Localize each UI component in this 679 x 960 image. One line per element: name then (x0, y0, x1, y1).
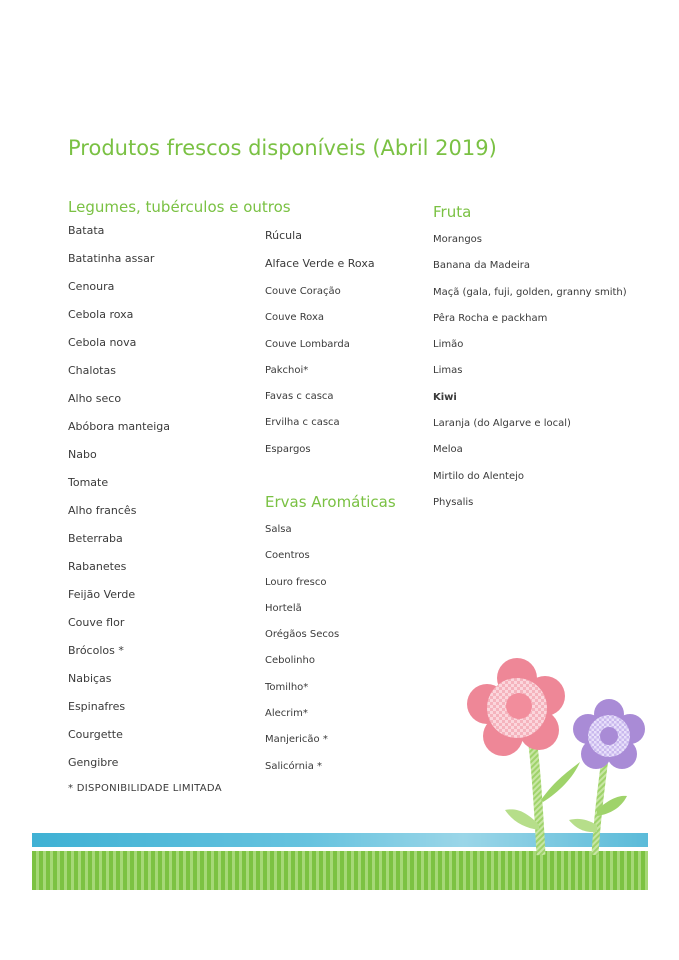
list-item: Nabo (68, 448, 97, 461)
list-item: Couve Roxa (265, 312, 325, 324)
legumes-continued-list (265, 229, 375, 469)
list-item: Abóbora manteiga (68, 420, 170, 433)
list-item: Ervilha c casca (265, 417, 340, 429)
list-item: Pêra Rocha e packham (433, 312, 548, 324)
list-item: Nabiças (68, 672, 112, 685)
fruta-list (433, 233, 627, 522)
list-item: Laranja (do Algarve e local) (433, 418, 571, 430)
fruta-heading: Fruta (433, 203, 472, 221)
list-item: Maçã (gala, fuji, golden, granny smith) (433, 286, 627, 298)
list-item: Mirtilo do Alentejo (433, 470, 525, 482)
list-item: Banana da Madeira (433, 260, 531, 272)
list-item: Gengibre (68, 756, 119, 769)
list-item: Cenoura (68, 280, 115, 293)
limited-availability-note: * DISPONIBILIDADE LIMITADA (68, 783, 222, 794)
list-item: Meloa (433, 444, 463, 456)
list-item: Limão (433, 339, 464, 351)
list-item: Couve Coração (265, 286, 341, 297)
flowers-icon (455, 650, 655, 860)
list-item: Couve Lombarda (265, 338, 350, 350)
list-item: Batata (68, 224, 105, 237)
list-item: Espinafres (68, 700, 126, 713)
list-item: Espargos (265, 443, 311, 455)
list-item: Cebola roxa (68, 308, 134, 321)
list-item: Louro fresco (265, 576, 327, 588)
list-item: Orégãos Secos (265, 629, 340, 641)
list-item: Tomate (68, 476, 109, 489)
list-item: Couve flor (68, 616, 125, 629)
legumes-list (68, 223, 170, 783)
legumes-heading: Legumes, tubérculos e outros (68, 198, 291, 216)
list-item: Batatinha assar (68, 252, 155, 265)
list-item: Salicórnia * (265, 760, 323, 772)
list-item: Courgette (68, 728, 123, 741)
list-item: Brócolos * (68, 644, 124, 657)
list-item: Beterraba (68, 532, 123, 545)
list-item: Kiwi (433, 391, 457, 403)
list-item: Pakchoi* (265, 364, 309, 376)
list-item: Chalotas (68, 364, 116, 377)
list-item: Coentros (265, 550, 310, 562)
list-item: Alho seco (68, 392, 122, 405)
list-item: Favas c casca (265, 391, 334, 403)
list-item: Rúcula (265, 229, 302, 242)
list-item: Alecrim* (265, 708, 308, 720)
list-item: Morangos (433, 234, 482, 245)
ervas-list (265, 523, 339, 786)
list-item: Salsa (265, 524, 292, 535)
list-item: Feijão Verde (68, 588, 136, 601)
list-item: Physalis (433, 496, 474, 508)
list-item: Tomilho* (265, 681, 309, 693)
list-item: Limas (433, 365, 463, 377)
list-item: Rabanetes (68, 560, 127, 573)
list-item: Cebolinho (265, 655, 315, 667)
list-item: Cebola nova (68, 336, 137, 349)
list-item: Hortelã (265, 602, 302, 614)
ervas-heading: Ervas Aromáticas (265, 493, 396, 511)
list-item: Alho francês (68, 504, 137, 517)
page-title: Produtos frescos disponíveis (Abril 2019) (68, 136, 497, 160)
list-item: Alface Verde e Roxa (265, 257, 375, 270)
list-item: Manjericão * (265, 734, 328, 746)
